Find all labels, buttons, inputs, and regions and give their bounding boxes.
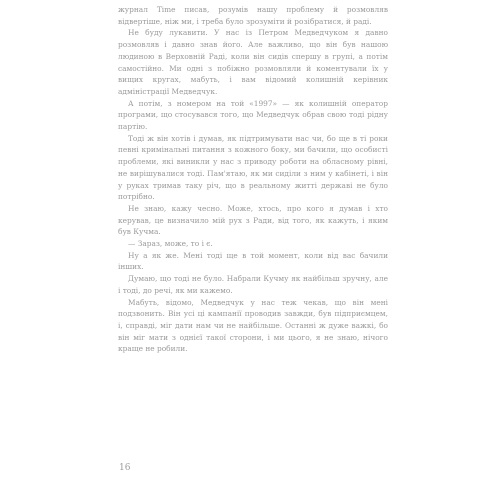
paragraph: Думаю, що тоді не було. Набрали Кучму як найбільш зручну, але і тоді, до речі, як ми кажемо. <box>118 274 388 295</box>
book-page-text <box>118 4 388 355</box>
paragraph: Не буду лукавити. У нас із Петром Медведчуком я давно розмовляв і давно знав його. Але важливо, що він був нашою людиною в Верховній Раді, коли він сидів спершу в групі, а потім самостійно. Ми одні з побіжно розмовляли й коментували їх у вищих кругах, мабуть, і вам відомий колишній керівник адміністрації Медведчук. <box>118 28 388 96</box>
page-number: 16 <box>119 463 131 473</box>
paragraph: Ну а як же. Мені тоді ще в той момент, коли від вас бачили інших. <box>118 250 388 272</box>
paragraph: А потім, з номером на той «1997» — як колишній оператор програми, що стосувався того, що Медведчук обрав свою тоді рідну партію. <box>118 98 388 132</box>
paragraph: Мабуть, відомо, Медведчук у нас теж чекав, що він мені подзвонить. Він усі ці кампанії проводив завжди, був підприємцем, і, справді, міг дати нам чи не найбільше. Останні ж дуже важкі, бо він міг мати з однієї такої сторони, і ми цього, я не знаю, нічого краще не робили. <box>118 297 388 354</box>
paragraph: — Зараз, може, то і є. <box>128 239 213 249</box>
paragraph: Тоді ж він хотів і думав, як підтримувати нас чи, бо ще в ті роки певні кримінальні питання з кожного боку, ми бачили, що особисті проблеми, які виникли у нас з приводу роботи на обласному рівні, не вирішувалися тоді. Пам'ятаю, як ми сиділи з ним у кабінеті, і він у руках тримав таку річ, що в реальному житті державі не було потрібно. <box>118 133 388 202</box>
paragraph: журнал Time писав, розумів нашу проблему й розмовляв відвертіше, ніж ми, і треба було зрозуміти й розібратися, й раді. <box>118 5 388 26</box>
paragraph: Не знаю, кажу чесно. Може, хтось, про кого я думав і хто керував, це визначило мій рух з Ради, від того, як кажуть, і яким був Кучма. <box>118 203 388 237</box>
